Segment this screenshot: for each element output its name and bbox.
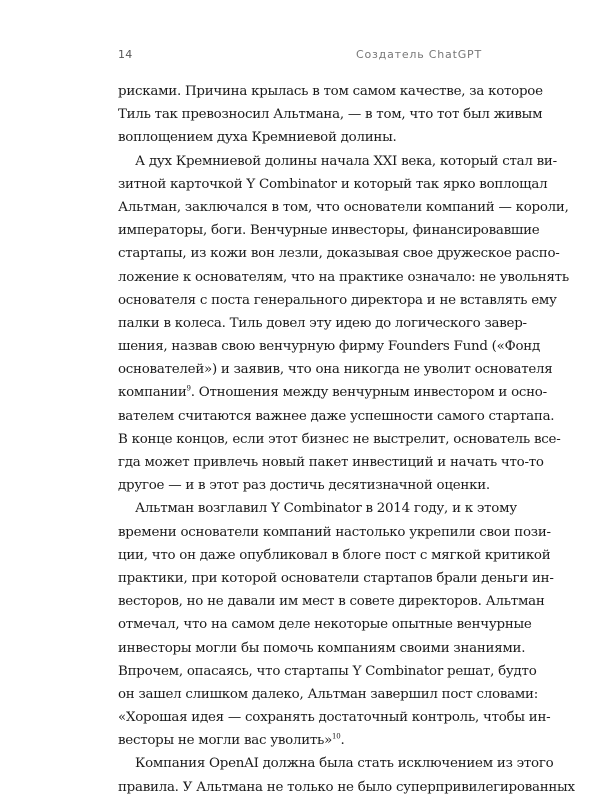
text-line-content: стартапы, из кожи вон лезли, доказывая свое дружеское распо- bbox=[118, 246, 560, 262]
text-line-content: основателей») и заявив, что она никогда не уволит основателя bbox=[118, 362, 553, 378]
text-line bbox=[118, 126, 482, 149]
text-line bbox=[118, 80, 543, 103]
book-title: Создатель ChatGPT bbox=[356, 48, 482, 61]
text-line bbox=[118, 196, 569, 219]
text-line bbox=[118, 521, 551, 544]
text-line-content: Впрочем, опасаясь, что стартапы Y Combinator решат, будто bbox=[118, 663, 537, 679]
text-line-content: Тиль так превозносил Альтмана, — в том, что тот был живым bbox=[118, 107, 543, 123]
text-line-content: ложение к основателям, что на практике означало: не увольнять bbox=[118, 269, 569, 285]
text-line-content: другое — и в этот раз достичь десятизначной оценки. bbox=[118, 478, 490, 494]
text-line bbox=[118, 405, 555, 428]
running-header bbox=[118, 48, 482, 64]
text-line bbox=[118, 497, 517, 520]
text-line bbox=[118, 428, 561, 451]
text-line-content: зитной карточкой Y Combinator и который так ярко воплощал bbox=[118, 176, 548, 192]
text-line bbox=[118, 706, 551, 729]
text-line-content: В конце концов, если этот бизнес не выстрелит, основатель все- bbox=[118, 431, 561, 447]
text-line bbox=[118, 544, 551, 567]
text-line bbox=[118, 567, 554, 590]
text-line-content: компании bbox=[118, 385, 187, 401]
text-line-content: отмечал, что на самом деле некоторые опытные венчурные bbox=[118, 617, 532, 633]
text-line bbox=[118, 173, 548, 196]
text-line-content: Компания OpenAI должна была стать исключением из этого bbox=[135, 756, 554, 772]
text-line-continuation: . Отношения между венчурным инвестором и осно- bbox=[190, 385, 547, 401]
text-line bbox=[118, 590, 545, 613]
text-line bbox=[118, 103, 543, 126]
page-number: 14 bbox=[118, 48, 133, 61]
text-line-content: шения, назвав свою венчурную фирму Founders Fund («Фонд bbox=[118, 339, 540, 355]
text-line bbox=[118, 335, 540, 358]
text-line-content: основателя с поста генерального директора и не вставлять ему bbox=[118, 292, 557, 308]
text-line-content: весторы не могли вас уволить» bbox=[118, 733, 333, 749]
text-line bbox=[118, 266, 569, 289]
text-line bbox=[118, 474, 490, 497]
text-line bbox=[118, 219, 540, 242]
text-line bbox=[118, 752, 554, 775]
text-line bbox=[118, 776, 575, 799]
text-line-content: он зашел слишком далеко, Альтман завершил пост словами: bbox=[118, 686, 538, 702]
text-line-content: гда может привлечь новый пакет инвестиций и начать что-то bbox=[118, 455, 544, 470]
text-line bbox=[118, 683, 538, 706]
text-line-content: воплощением духа Кремниевой долины. bbox=[118, 130, 397, 146]
text-line-content: ции, что он даже опубликовал в блоге пост с мягкой критикой bbox=[118, 547, 551, 563]
text-line bbox=[118, 289, 557, 312]
text-line-content: «Хорошая идея — сохранять достаточный контроль, чтобы ин- bbox=[118, 710, 551, 726]
text-line-content: А дух Кремниевой долины начала XXI века, который стал ви- bbox=[135, 153, 557, 169]
text-line bbox=[118, 451, 544, 474]
text-line bbox=[118, 729, 482, 752]
text-line bbox=[118, 637, 526, 660]
footnote-marker: 10 bbox=[332, 732, 341, 741]
text-line-content: правила. У Альтмана не только не было суперпривилегированных bbox=[118, 779, 575, 795]
text-line-content: практики, при которой основатели стартапов брали деньги ин- bbox=[118, 570, 554, 586]
text-line-content: Альтман, заключался в том, что основатели компаний — короли, bbox=[118, 199, 569, 215]
footnote-marker: 9 bbox=[186, 384, 191, 393]
text-line bbox=[118, 150, 557, 173]
text-line bbox=[118, 613, 532, 636]
text-line-content: весторов, но не давали им мест в совете директоров. Альтман bbox=[118, 594, 545, 610]
text-line bbox=[118, 381, 547, 404]
body-text bbox=[118, 80, 575, 799]
text-line-content: инвесторы могли бы помочь компаниям своими знаниями. bbox=[118, 640, 526, 656]
text-line-continuation: . bbox=[340, 733, 345, 749]
text-line bbox=[118, 660, 537, 683]
text-line-content: Альтман возглавил Y Combinator в 2014 году, и к этому bbox=[135, 501, 517, 517]
text-line-content: рисками. Причина крылась в том самом качестве, за которое bbox=[118, 84, 543, 99]
text-line-content: императоры, боги. Венчурные инвесторы, финансировавшие bbox=[118, 223, 540, 239]
text-line-content: времени основатели компаний настолько укрепили свои пози- bbox=[118, 524, 551, 540]
text-line bbox=[118, 242, 560, 265]
text-line bbox=[118, 358, 553, 381]
text-line-content: палки в колеса. Тиль довел эту идею до логического завер- bbox=[118, 315, 527, 331]
text-line bbox=[118, 312, 527, 335]
text-line-content: вателем считаются важнее даже успешности самого стартапа. bbox=[118, 408, 555, 424]
